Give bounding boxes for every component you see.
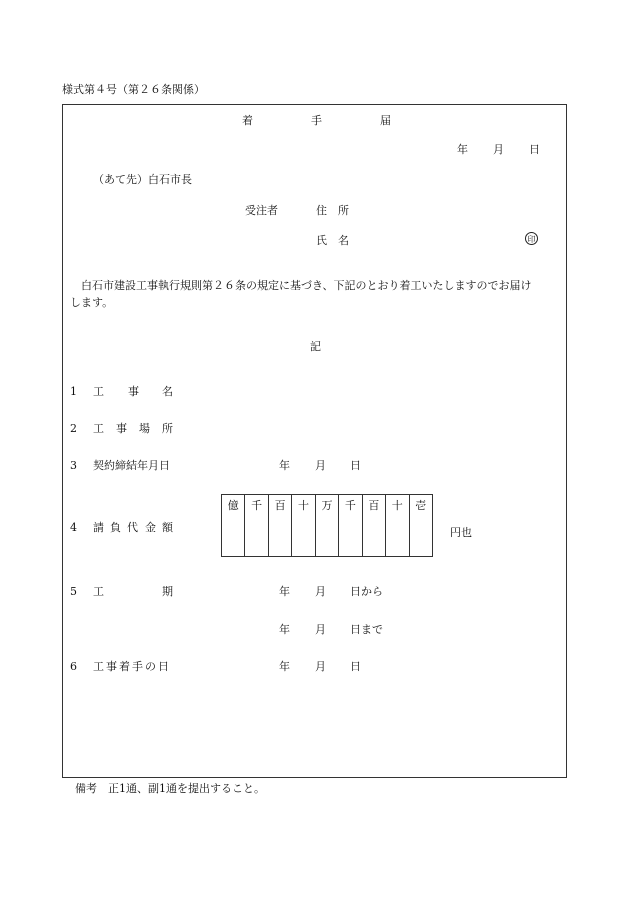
- date-year: 年: [457, 143, 468, 156]
- item4-label-char-1: 請: [93, 521, 104, 534]
- digit-cell-juu[interactable]: 十: [386, 495, 409, 556]
- digit-cell-juu-man[interactable]: 十: [292, 495, 315, 556]
- body-text-line-1: 白石市建設工事執行規則第２６条の規定に基づき、下記のとおり着工いたしますのでお届け: [70, 279, 532, 292]
- item5-to-year: 年: [279, 623, 290, 636]
- item1-label-char-3: 名: [162, 385, 173, 398]
- remarks: 備考 正1通、副1通を提出すること。: [75, 782, 265, 795]
- date-day: 日: [529, 143, 540, 156]
- digit-cell-ichi[interactable]: 壱: [415, 499, 427, 512]
- item1-label-char-1: 工: [93, 385, 104, 398]
- item5-to-day: 日まで: [350, 623, 383, 636]
- item3-day: 日: [350, 459, 361, 472]
- item5-label-char-1: 工: [93, 585, 104, 598]
- digit-cell-man[interactable]: 万: [316, 495, 339, 556]
- digit-cell-hyaku-man[interactable]: 百: [269, 495, 292, 556]
- item5-to-month: 月: [315, 623, 326, 636]
- item2-label-char-4: 所: [162, 422, 173, 435]
- contractor-label: 受注者: [245, 204, 278, 217]
- item6-year: 年: [279, 660, 290, 673]
- item4-label-char-4: 金: [145, 521, 156, 534]
- item5-label-char-2: 期: [162, 585, 173, 598]
- item4-number: 4: [70, 521, 77, 534]
- form-frame: [62, 104, 567, 778]
- seal-mark: 印: [525, 232, 538, 245]
- item5-from-month: 月: [315, 585, 326, 598]
- item1-label-char-2: 事: [128, 385, 139, 398]
- item4-label-char-2: 負: [110, 521, 121, 534]
- item2-label-char-2: 事: [116, 422, 127, 435]
- title-char-3: 届: [380, 114, 391, 127]
- item1-number: 1: [70, 385, 77, 398]
- ki-heading: 記: [310, 340, 321, 353]
- address-label: 住 所: [316, 204, 349, 217]
- title-char-2: 手: [311, 114, 322, 127]
- name-label: 氏 名: [316, 234, 349, 247]
- item5-from-year: 年: [279, 585, 290, 598]
- item2-label-char-1: 工: [93, 422, 104, 435]
- item6-label: 工事着手の日: [93, 660, 171, 673]
- item2-label-char-3: 場: [139, 422, 150, 435]
- item5-number: 5: [70, 585, 77, 598]
- digit-cell-oku[interactable]: 億: [222, 495, 245, 556]
- item3-label: 契約締結年月日: [93, 459, 170, 472]
- body-text-line-2: します。: [70, 296, 114, 309]
- item3-month: 月: [315, 459, 326, 472]
- item6-month: 月: [315, 660, 326, 673]
- digit-cell-hyaku[interactable]: 百: [363, 495, 386, 556]
- digit-cell-sen-man[interactable]: 千: [245, 495, 268, 556]
- title-char-1: 着: [242, 114, 253, 127]
- item3-number: 3: [70, 459, 77, 472]
- item4-label-char-5: 額: [162, 521, 173, 534]
- addressee: （あて先）白石市長: [93, 173, 192, 186]
- date-month: 月: [493, 143, 504, 156]
- item6-day: 日: [350, 660, 361, 673]
- item6-number: 6: [70, 660, 77, 673]
- form-number: 様式第４号（第２６条関係）: [62, 83, 205, 96]
- item4-label-char-3: 代: [127, 521, 138, 534]
- item3-year: 年: [279, 459, 290, 472]
- item2-number: 2: [70, 422, 77, 435]
- amount-suffix: 円也: [450, 526, 472, 539]
- digit-cell-sen[interactable]: 千: [339, 495, 362, 556]
- amount-digit-grid: [221, 494, 433, 557]
- item5-from-day: 日から: [350, 585, 383, 598]
